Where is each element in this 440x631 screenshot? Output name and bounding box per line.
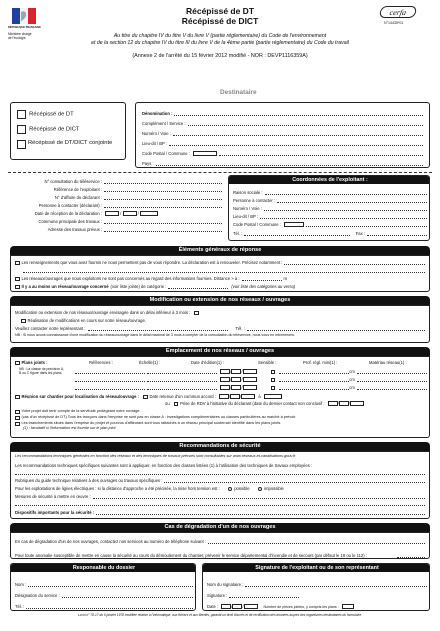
- security-line1-field[interactable]: [15, 471, 425, 475]
- modification-line2-checkbox[interactable]: [21, 319, 26, 324]
- plan-row2-ref[interactable]: [75, 378, 145, 382]
- plan-row2-material[interactable]: [357, 378, 427, 382]
- plan-row3-unit: cm: [349, 384, 355, 390]
- security-title: Recommandations de sécurité: [179, 443, 261, 449]
- signer-name-label: Nom du signataire :: [207, 581, 244, 587]
- security-line4: Mesures de sécurité à mettre en œuvre :: [15, 493, 91, 499]
- plan-row2-day[interactable]: [220, 377, 230, 382]
- subtitle-line-1: Au titre du chapitre IV du titre V du livre V (partie réglementaire) du Code de l'environnement: [113, 33, 327, 39]
- cut-line: [8, 172, 432, 173]
- plans-joined-label: Plans joints :: [21, 360, 48, 365]
- plan-row1-day[interactable]: [220, 369, 230, 374]
- security-line4-field-2[interactable]: [15, 502, 425, 506]
- plan-row2-year[interactable]: [243, 377, 257, 382]
- col-references: Références :: [89, 360, 113, 365]
- plan-row1-month[interactable]: [231, 369, 241, 374]
- plan-row3-ref[interactable]: [75, 386, 145, 390]
- reception-day-field[interactable]: [105, 211, 119, 216]
- general-title-bar: [10, 246, 430, 255]
- recipient-service-label: Complément / Service :: [142, 120, 186, 126]
- modification-title-bar: [10, 296, 430, 305]
- recipient-street-label: Numéro / Voie :: [142, 130, 171, 136]
- modification-tel-field[interactable]: [247, 327, 425, 331]
- damage-line2: Pour toute anomalie susceptible de mettre en cause la sécurité au cours du démoulement du chantier, prévenir le service départemental d'incendie et de secours (par défaut le 18 ou le 112) :: [15, 552, 367, 558]
- plan-row2-sensitive[interactable]: [271, 378, 276, 383]
- meeting-checkbox[interactable]: [15, 395, 20, 400]
- plans-rows: [73, 366, 427, 390]
- modification-representative-field[interactable]: [88, 327, 228, 331]
- security-intro: Les recommandations techniques générales en fonction des réseaux et des techniques de travaux prévues sont consultables sur www.reseaux-et-canalisations.gouv.fr: [15, 454, 296, 458]
- security-title-bar: [10, 442, 430, 451]
- operator-street-field[interactable]: [264, 207, 427, 211]
- marianne-logo: [12, 8, 36, 24]
- damage-box: [10, 532, 430, 559]
- flag-icon: [12, 8, 36, 24]
- class-note: (cas d'un récépissé de DT) Tous les tronçons dans l'emprise ne sont pas en classe A : investigations complémentaires ou clauses particulières au marché à prévoir.: [21, 415, 297, 420]
- modification-line1-checkbox[interactable]: [194, 311, 199, 316]
- option-dt-label: Récépissé de DT: [29, 111, 74, 118]
- recipient-name-field[interactable]: [174, 112, 423, 116]
- recipient-address-box: [135, 102, 430, 168]
- plan-row3-sensitive[interactable]: [271, 386, 276, 391]
- ministry-line-1: Ministère chargé: [8, 32, 32, 36]
- general-box: [10, 255, 430, 292]
- col-min-depth: Prof. régl. mini(1) :: [303, 360, 338, 365]
- security-line2: Rubriques du guide technique relatives à des ouvrages ou travaux spécifiques :: [15, 477, 163, 483]
- impossible-radio[interactable]: [258, 487, 263, 492]
- meeting-time-field[interactable]: [264, 394, 282, 399]
- ministry-line-2: de l'écologie: [8, 36, 26, 40]
- plan-row1-scale[interactable]: [147, 370, 217, 374]
- modification-line1: Modification ou extension de nos réseaux/ouvrage envisagée dans un délai inférieur à 3 mois :: [15, 309, 191, 315]
- consultation-number-field[interactable]: [104, 180, 222, 184]
- option-joint-label: Récépissé de DT/DICT conjointe: [28, 140, 113, 146]
- location-title-bar: [10, 347, 430, 356]
- col-scale: Échelle(1) :: [139, 360, 161, 365]
- location-box: [10, 356, 430, 438]
- signature-title: Signature de l'exploitant ou de son représentant: [255, 565, 379, 571]
- plan-row3-month[interactable]: [231, 385, 241, 390]
- possible-label: possible: [234, 485, 250, 491]
- operator-title-bar: [229, 176, 430, 184]
- declarant-contact-field[interactable]: [104, 204, 222, 208]
- general-item2-checkbox[interactable]: [15, 277, 20, 282]
- meeting-date-checkbox[interactable]: [143, 395, 148, 400]
- cerfa-logo-text: cerfa: [388, 8, 408, 17]
- general-item3-note2: (voir liste des catégories au verso): [231, 283, 296, 289]
- meeting-rdv-checkbox[interactable]: [174, 402, 179, 407]
- cerfa-number: N°14435*01: [384, 21, 404, 25]
- option-dict-checkbox[interactable]: [17, 125, 26, 134]
- consultation-number-label: N° consultation du téléservice :: [44, 179, 102, 184]
- recipient-postcode-field[interactable]: [193, 151, 217, 156]
- col-material: Matériau réseau(1) :: [369, 360, 407, 365]
- operator-locality-label: Lieu-dit / BP :: [233, 213, 259, 219]
- general-item3-checkbox[interactable]: [15, 285, 20, 290]
- works-address-field[interactable]: [104, 228, 222, 232]
- security-line4-field[interactable]: [93, 495, 425, 499]
- plan-row1-ref[interactable]: [75, 370, 145, 374]
- responsible-service-field[interactable]: [62, 594, 193, 598]
- republic-name: RÉPUBLIQUE FRANÇAISE: [8, 26, 41, 29]
- footer-note: La loi n° 78-17 du 6 janvier 1978 modifiée relative à l'informatique, aux fichiers et aux libertés, garantit un droit d'accès et de rectification des données auprès des organismes destinataires du formulaire.: [77, 613, 363, 617]
- general-item3-note: (voir liste jointe) de catégorie :: [110, 283, 167, 289]
- option-joint-checkbox[interactable]: [17, 140, 26, 149]
- recipient-name-label: Dénomination :: [142, 110, 173, 116]
- meeting-label: Réunion sur chantier pour localisation du réseau/ouvrage :: [21, 393, 140, 399]
- plan-row2-unit: cm: [349, 376, 355, 382]
- damage-line1: En cas de dégradation d'un de nos ouvrages, contactez nos services au numéro de téléphone suivant :: [15, 538, 206, 544]
- plan-row2-scale[interactable]: [147, 378, 217, 382]
- operator-contact-label: Personne à contacter :: [233, 197, 276, 203]
- modification-line3: Veuillez contacter notre représentant :: [15, 325, 86, 331]
- col-sensitive: Sensible :: [258, 360, 277, 365]
- responsible-service-label: Désignation du service :: [15, 592, 60, 598]
- recipient-title: Destinataire: [220, 89, 257, 96]
- option-dict[interactable]: [17, 125, 79, 134]
- security-line5: Dispositifs importants pour la sécurité :: [15, 509, 95, 515]
- plan-row3-year[interactable]: [243, 385, 257, 390]
- signature-year[interactable]: [244, 604, 258, 609]
- branch-note: Les branchements situés dans l'emprise du projet et pourvus d'affleurant sont tous rattachés à un réseau principal souterrain identifié dans les plans joints.: [21, 421, 282, 426]
- damage-title-bar: [10, 523, 430, 532]
- meeting-time-label: à: [258, 393, 261, 399]
- general-item1-field[interactable]: [284, 261, 425, 265]
- meeting-rdv-month[interactable]: [339, 401, 349, 406]
- operator-company-field[interactable]: [265, 191, 427, 195]
- recipient-country-label: Pays :: [142, 160, 154, 166]
- meeting-row: [15, 392, 427, 406]
- damage-sdis-field[interactable]: [397, 554, 425, 558]
- responsible-tel-label: Tél. :: [15, 603, 25, 609]
- meeting-rdv-label: Prise de RDV à l'initiative du déclarant (date du dernier contact non conclusif :: [180, 400, 325, 406]
- plan-row3-scale[interactable]: [147, 386, 217, 390]
- attachments-count-field[interactable]: [342, 604, 354, 609]
- main-town-label: Commune principale des travaux :: [38, 219, 102, 224]
- plans-note: NB : La classe de précision A, B ou C figure dans les plans.: [19, 367, 65, 376]
- modification-line2: Réalisation de modifications en cours sur notre réseau/ouvrage.: [27, 317, 146, 323]
- plans-joined[interactable]: [15, 360, 48, 365]
- signature-label: Signature :: [207, 592, 228, 598]
- responsible-title-bar: [11, 564, 196, 572]
- recipient-postcode-label: Code Postal / Commune :: [142, 150, 190, 156]
- security-line3: Pour les exploitations de lignes électriques : si la distance d'approche a été précisée, la mise hors tension est :: [15, 485, 220, 491]
- operator-box: [228, 175, 430, 241]
- signer-name-field[interactable]: [245, 583, 427, 587]
- operator-postcode-label: Code Postal / Commune :: [233, 221, 281, 227]
- meeting-rdv-day[interactable]: [328, 401, 338, 406]
- responsible-box: [10, 563, 196, 611]
- operator-street-label: Numéro / Voie :: [233, 205, 262, 211]
- operator-tel-field[interactable]: [244, 232, 349, 236]
- meeting-day[interactable]: [219, 394, 229, 399]
- operator-contact-field[interactable]: [277, 199, 427, 203]
- reception-date-label: Date de réception de la déclaration :: [34, 211, 102, 216]
- reception-month-field[interactable]: [123, 211, 137, 216]
- servitude-note: Votre projet doit tenir compte de la servitude protégeant notre ouvrage.: [21, 409, 141, 414]
- consultation-block: N° consultation du téléservice : Référence de l'exploitant : N° d'affaire du déclarant : Personne à contacter (déclarant) : Date de réception de la déclaration : / / Commune principale des travaux : Adresse des travaux prévus :: [10, 175, 222, 241]
- meeting-or-label: ou: [165, 400, 170, 406]
- signature-date-label: Date :: [207, 603, 219, 609]
- general-title: Éléments généraux de réponse: [178, 247, 262, 253]
- annex-reference: (Annexe 2 de l'arrêté du 15 février 2012 modifié - NOR : DEVP1116359A): [132, 53, 308, 59]
- plan-row1-sensitive[interactable]: [271, 370, 276, 375]
- class-checkbox[interactable]: [15, 416, 20, 421]
- operator-tel-label: Tél. :: [233, 230, 243, 236]
- modification-tel-label: Tél. :: [235, 325, 245, 331]
- plan-row3-depth[interactable]: [279, 386, 349, 390]
- plan-row2-depth[interactable]: [279, 378, 349, 382]
- operator-reference-field[interactable]: [104, 188, 222, 192]
- operator-company-label: Raison sociale :: [233, 189, 263, 195]
- general-item2-unit: m: [283, 275, 287, 281]
- operator-locality-field[interactable]: [260, 215, 427, 219]
- operator-town-field[interactable]: [306, 223, 427, 227]
- plan-row3-material[interactable]: [357, 386, 427, 390]
- recipient-country-field[interactable]: [156, 162, 423, 166]
- recipient-locality-field[interactable]: [169, 142, 423, 146]
- responsible-title: Responsable du dossier: [72, 565, 136, 571]
- operator-fax-label: Fax :: [355, 230, 365, 236]
- case-number-label: N° d'affaire du déclarant :: [54, 195, 102, 200]
- damage-phone-field[interactable]: [208, 540, 425, 544]
- plan-row1-unit: cm: [349, 368, 355, 374]
- option-dt[interactable]: [17, 110, 74, 119]
- responsible-tel-field[interactable]: [26, 605, 193, 609]
- recipient-street-field[interactable]: [173, 132, 423, 136]
- form-title-1: Récépissé de DT: [185, 6, 255, 16]
- signature-box: [202, 563, 430, 611]
- general-item2-label: Les réseaux/ouvrages que nous exploitons ne sont pas concernés au regard des informations fournies. Distance > à :: [21, 275, 240, 281]
- plan-row1-year[interactable]: [243, 369, 257, 374]
- plan-row2-month[interactable]: [231, 377, 241, 382]
- general-item1-field-2[interactable]: [23, 269, 425, 273]
- modification-note: NB : Si nous avons connaissance d'une modification du réseau/ouvrage dans le délai maximal de 3 mois à compter de la consultation du téléservice, nous vous en informerons.: [15, 333, 295, 337]
- security-line1: Les recommandations techniques spécifiques suivantes sont à appliquer, en fonction des classes listées (1) à l'utilisation des techniques de travaux employées :: [15, 462, 313, 468]
- signature-title-bar: [203, 564, 430, 572]
- operator-title: Coordonnées de l'exploitant :: [292, 177, 368, 183]
- declarant-contact-label: Personne à contacter (déclarant) :: [38, 203, 102, 208]
- case-number-field[interactable]: [104, 196, 222, 200]
- subtitle-line-2: et de la section 12 du chapitre IV du titre III du livre V de la 4ème partie (partie réglementaire) du Code du travail: [91, 40, 349, 46]
- operator-reference-label: Référence de l'exploitant :: [53, 187, 102, 192]
- responsible-name-field[interactable]: [28, 583, 193, 587]
- branch-checkbox[interactable]: [15, 422, 20, 427]
- general-item2-distance-field[interactable]: [242, 277, 282, 281]
- general-item1-checkbox[interactable]: [15, 261, 20, 266]
- main-town-field[interactable]: [104, 220, 222, 224]
- responsible-name-label: Nom :: [15, 581, 27, 587]
- option-joint[interactable]: [17, 140, 122, 149]
- works-address-label: Adresse des travaux prévus :: [47, 227, 102, 232]
- servitude-checkbox[interactable]: [15, 410, 20, 415]
- modification-box: [10, 305, 430, 343]
- operator-fax-field[interactable]: [367, 232, 427, 236]
- plan-row1-depth[interactable]: [279, 370, 349, 374]
- signature-field[interactable]: [229, 594, 299, 598]
- recipient-town-field[interactable]: [219, 152, 423, 156]
- security-line5-field[interactable]: [96, 511, 425, 515]
- plan-row1-material[interactable]: [357, 370, 427, 374]
- meeting-year[interactable]: [241, 394, 255, 399]
- operator-postcode-field[interactable]: [284, 222, 304, 227]
- reception-year-field[interactable]: [140, 211, 158, 216]
- option-dt-checkbox[interactable]: [17, 110, 26, 119]
- modification-title: Modification ou extension de nos réseaux / ouvrages: [149, 297, 291, 303]
- meeting-rdv-year[interactable]: [350, 401, 364, 406]
- meeting-month[interactable]: [230, 394, 240, 399]
- signature-day[interactable]: [221, 604, 231, 609]
- recipient-locality-label: Lieu-dit / BP :: [142, 140, 168, 146]
- plan-row3-day[interactable]: [220, 385, 230, 390]
- security-line2-field[interactable]: [164, 479, 425, 483]
- location-footnote: (1) : facultatif si l'information est fournie sur le plan joint: [23, 426, 116, 430]
- general-item3-category-field[interactable]: [168, 285, 228, 289]
- form-title-2: Récépissé de DICT: [181, 16, 259, 26]
- general-item3-label: Il y a au moins un réseau/ouvrage concerné: [21, 283, 109, 289]
- col-edition-date: Date d'édition(1) :: [191, 360, 224, 365]
- general-item1-label: Les renseignements que vous avez fournis ne nous permettent pas de vous répondre. La déclaration est à renouveler. Précisez notamment :: [21, 259, 283, 265]
- meeting-date-label: Date retenue d'un commun accord :: [149, 393, 216, 399]
- plans-joined-checkbox[interactable]: [15, 361, 20, 366]
- receipt-type-box: [10, 102, 126, 160]
- cerfa-logo: [379, 6, 418, 18]
- damage-title: Cas de dégradation d'un de nos ouvrages: [164, 524, 276, 530]
- recipient-service-field[interactable]: [188, 122, 423, 126]
- signature-month[interactable]: [232, 604, 242, 609]
- option-dict-label: Récépissé de DICT: [29, 126, 80, 133]
- attachments-label: Nombre de pièces jointes, y compris les plans :: [263, 604, 339, 609]
- impossible-label: impossible: [264, 485, 284, 491]
- security-box: [10, 451, 430, 519]
- consultation-number-row: [10, 179, 222, 184]
- location-title: Emplacement de nos réseaux / ouvrages: [165, 348, 275, 354]
